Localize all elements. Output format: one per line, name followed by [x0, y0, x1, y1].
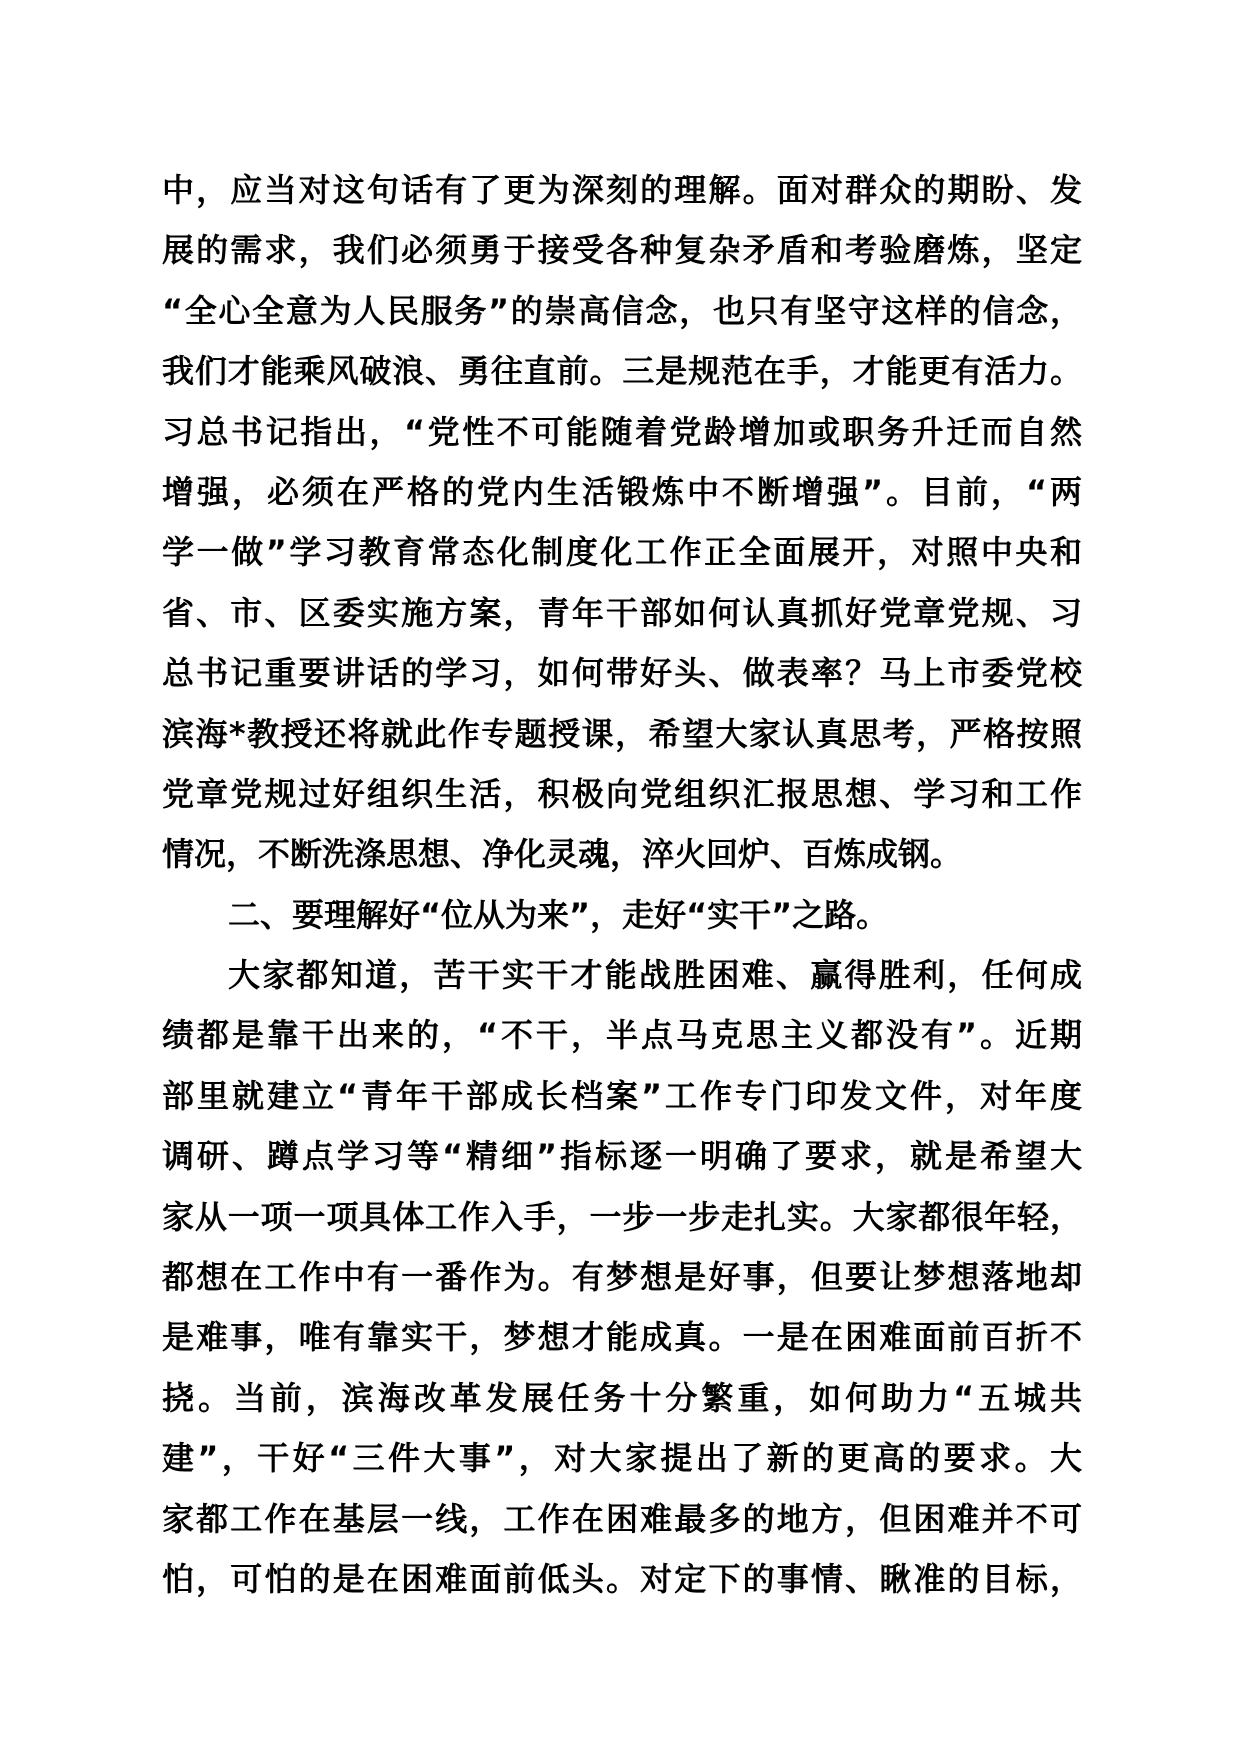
text-line: 我们才能乘风破浪、勇往直前。三是规范在手，才能更有活力。: [162, 352, 1082, 391]
text-line: 建”，干好“三件大事”，对大家提出了新的更高的要求。大: [162, 1439, 1082, 1478]
body-text: [162, 160, 1082, 1609]
text-line: 部里就建立“青年干部成长档案”工作专门印发文件，对年度: [162, 1076, 1082, 1115]
text-line: 总书记重要讲话的学习，如何带好头、做表率？马上市委党校: [162, 654, 1082, 693]
text-line: 绩都是靠干出来的，“不干，半点马克思主义都没有”。近期: [162, 1016, 1082, 1055]
text-line: 挠。当前，滨海改革发展任务十分繁重，如何助力“五城共: [162, 1378, 1082, 1417]
text-line: 大家都知道，苦干实干才能战胜困难、赢得胜利，任何成: [228, 956, 1082, 995]
text-line: 增强，必须在严格的党内生活锻炼中不断增强”。目前，“两: [162, 472, 1082, 511]
text-line: 都想在工作中有一番作为。有梦想是好事，但要让梦想落地却: [162, 1258, 1082, 1297]
text-line: 滨海*教授还将就此作专题授课，希望大家认真思考，严格按照: [162, 714, 1082, 753]
text-line: 情况，不断洗涤思想、净化灵魂，淬火回炉、百炼成钢。: [162, 835, 963, 874]
text-line: 调研、蹲点学习等“精细”指标逐一明确了要求，就是希望大: [162, 1137, 1082, 1176]
text-line: 党章党规过好组织生活，积极向党组织汇报思想、学习和工作: [162, 774, 1082, 813]
text-line: 学一做”学习教育常态化制度化工作正全面展开，对照中央和: [162, 533, 1082, 572]
text-line: 家从一项一项具体工作入手，一步一步走扎实。大家都很年轻，: [162, 1197, 1082, 1236]
text-line: “全心全意为人民服务”的崇高信念，也只有坚守这样的信念，: [162, 291, 1082, 330]
text-line: 省、市、区委实施方案，青年干部如何认真抓好党章党规、习: [162, 593, 1082, 632]
text-line: 中，应当对这句话有了更为深刻的理解。面对群众的期盼、发: [162, 171, 1082, 209]
text-line: 怕，可怕的是在困难面前低头。对定下的事情、瞅准的目标，: [162, 1559, 1082, 1598]
text-line: 家都工作在基层一线，工作在困难最多的地方，但困难并不可: [162, 1499, 1082, 1538]
text-line: 是难事，唯有靠实干，梦想才能成真。一是在困难面前百折不: [162, 1318, 1082, 1357]
text-line: 展的需求，我们必须勇于接受各种复杂矛盾和考验磨炼，坚定: [162, 231, 1082, 270]
text-line: 习总书记指出，“党性不可能随着党龄增加或职务升迁而自然: [162, 412, 1082, 451]
text-line: 二、要理解好“位从为来”，走好“实干”之路。: [228, 895, 889, 934]
